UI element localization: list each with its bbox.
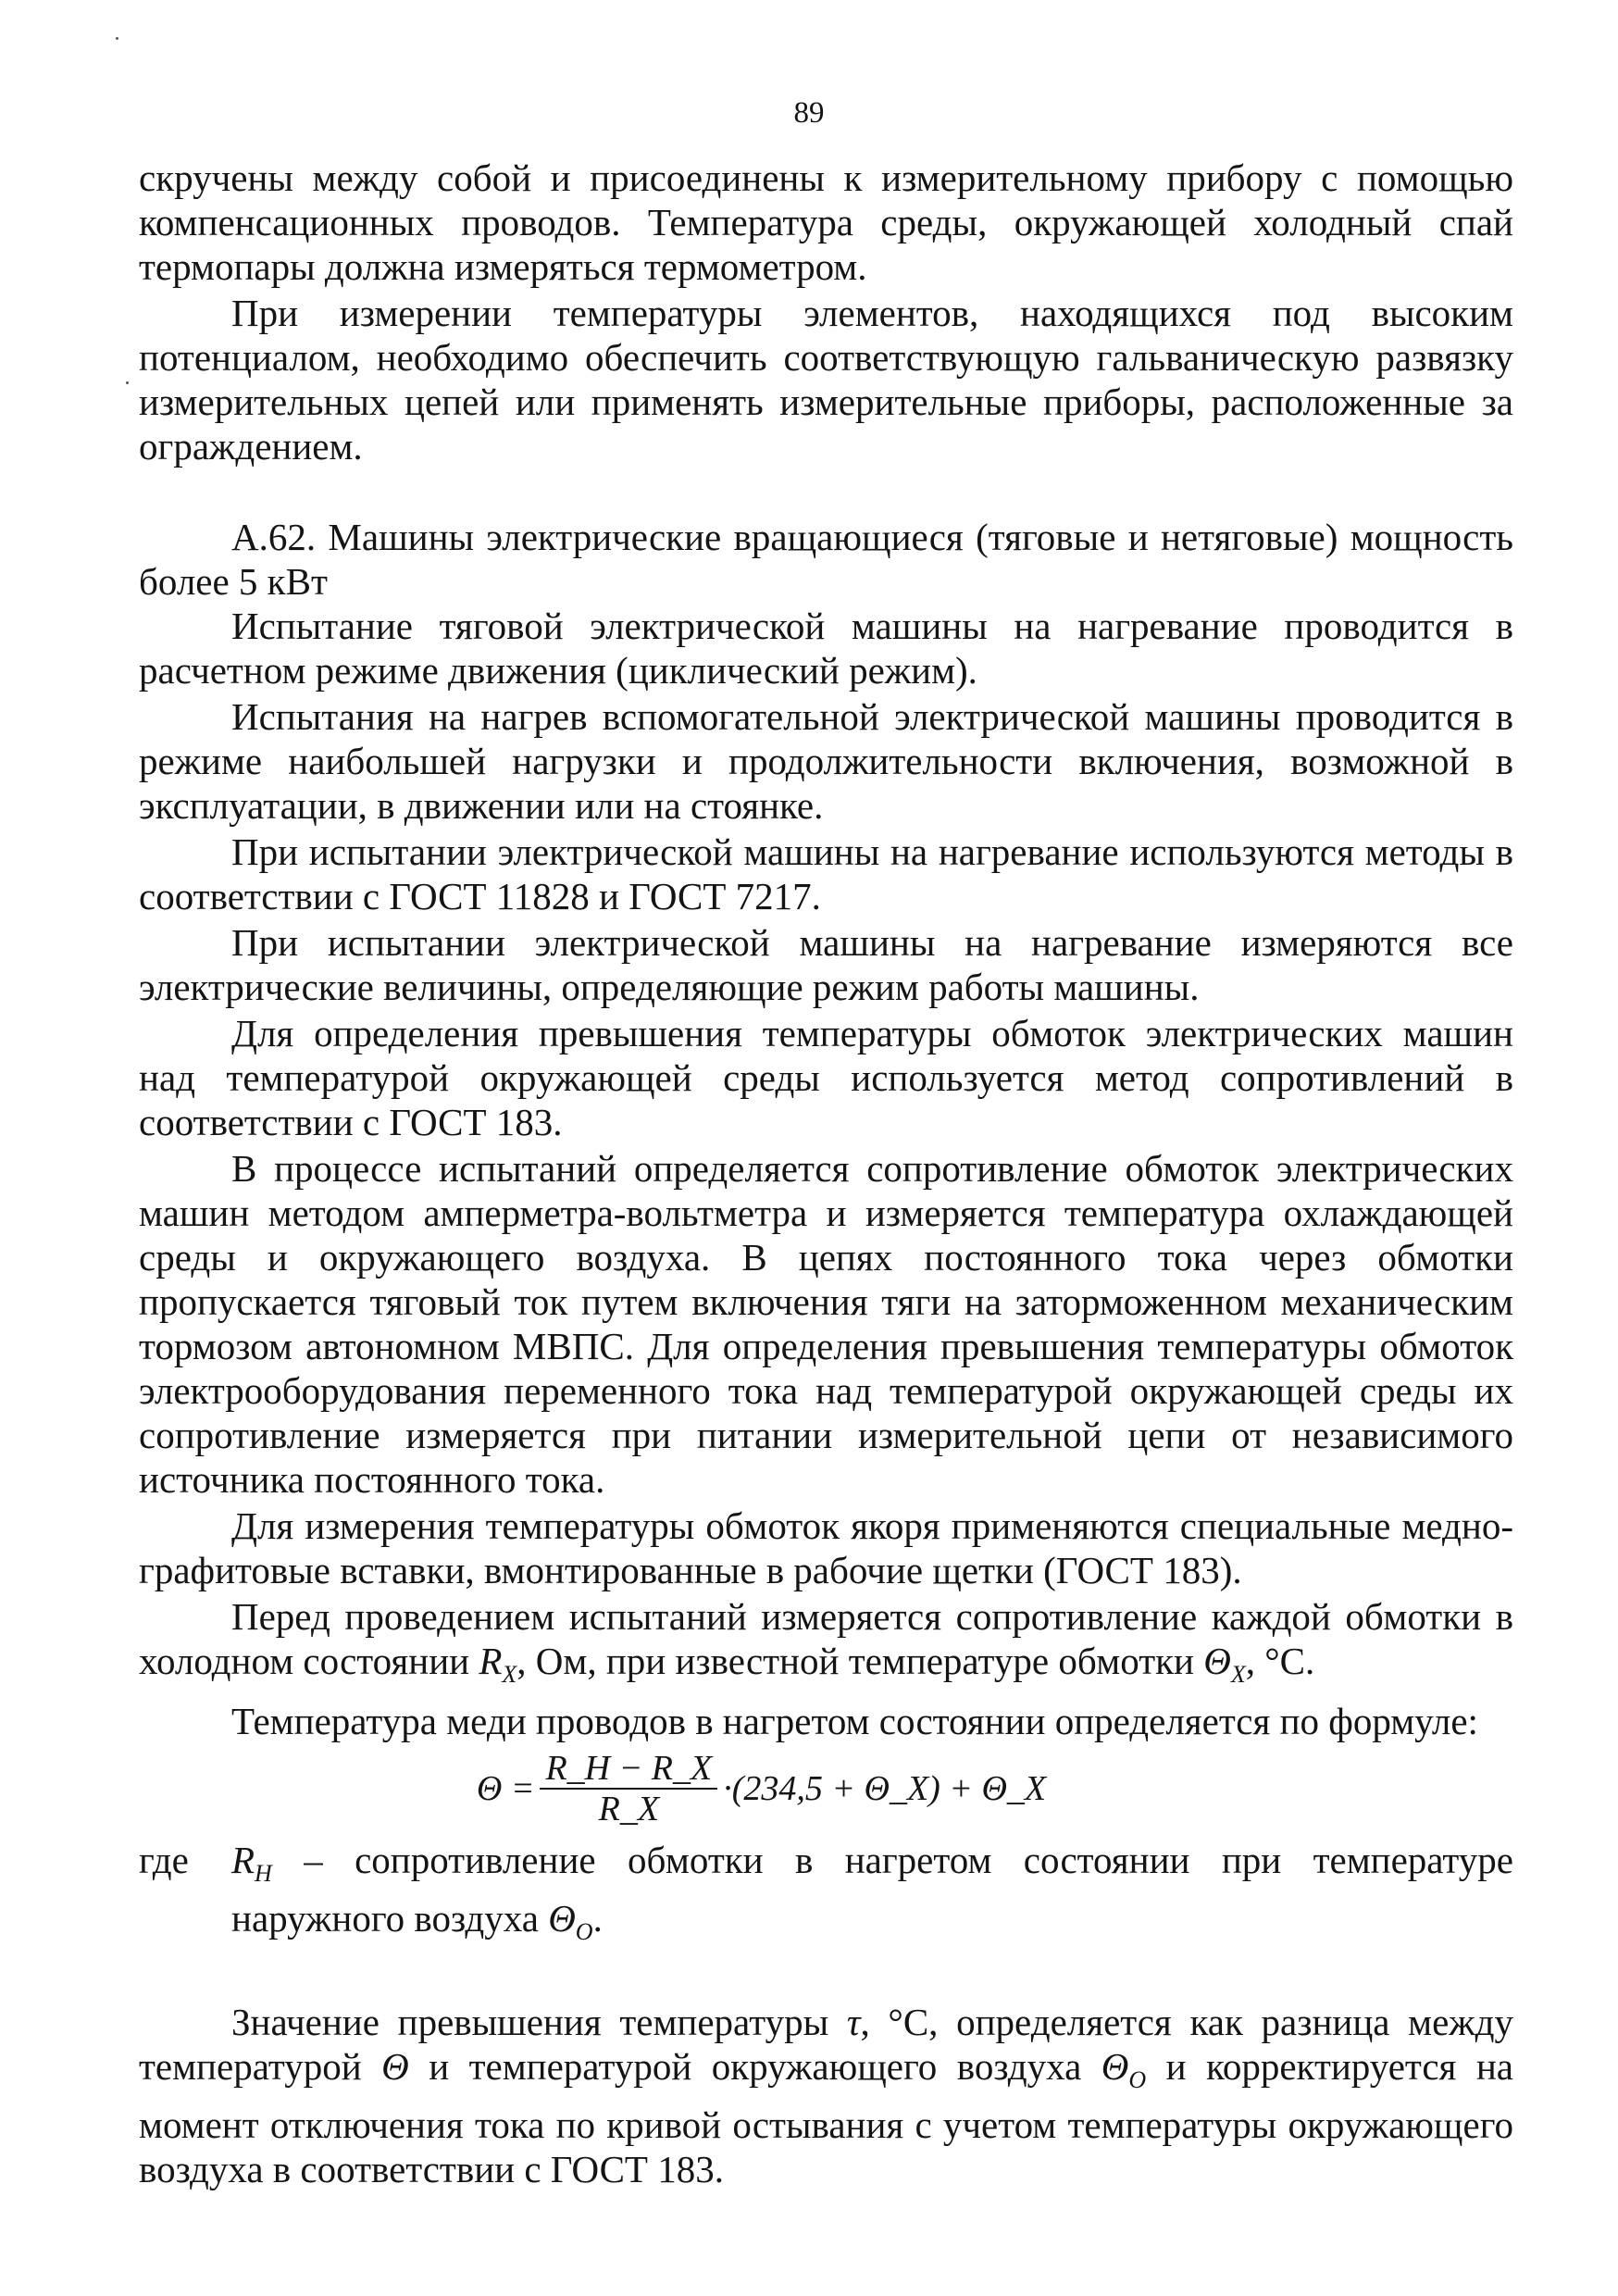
formula (139, 1747, 1513, 1830)
scan-speck (126, 381, 129, 384)
formula-tail: ·(234,5 + Θ_X) + Θ_X (723, 1769, 1047, 1809)
paragraph: Температура меди проводов в нагретом состоянии определяется по формуле: (231, 1700, 1478, 1743)
spacer (139, 470, 1513, 515)
theta-symbol: Θ (381, 2044, 409, 2088)
where-text: $R_H$ – сопротивление обмотки в нагретом состоянии при температуре наружного воздуха $\Theta_O$. (231, 1839, 1513, 1946)
paragraph-cold-state: Перед проведением испытаний измеряется сопротивление каждой обмотки в холодном состоянии $R_X$, Ом, при известной температуре обмотки $\Theta_X$, °С. (139, 1595, 1513, 1689)
paragraph: При испытании электрической машины на нагревание используются методы в соответствии с ГОСТ 11828 и ГОСТ 7217. (139, 830, 1513, 917)
paragraph-final: Значение превышения температуры τ, °С, определяется как разница между температурой Θ и температурой окружающего воздуха $\Theta_O$ и корректируется на момент отключения тока по кривой остывания с учетом температуры окружающего воздуха в соответствии с ГОСТ 183. (139, 2000, 1513, 2190)
paragraph: Для определения превышения температуры обмоток электрических машин над температурой окружающей среды используется метод сопротивлений в соответствии с ГОСТ 183. (139, 1012, 1513, 1143)
theta-x-symbol: Θ (1203, 1640, 1231, 1682)
rx-symbol: R (479, 1640, 503, 1682)
formula-denominator: R_X (598, 1790, 660, 1829)
formula-fraction (540, 1749, 717, 1828)
page-body (139, 156, 1513, 2193)
tau-symbol: τ (846, 2000, 861, 2043)
paragraph: Испытание тяговой электрической машины на нагревание проводится в расчетном режиме движения (циклический режим). (139, 605, 1513, 692)
theta-o-symbol: Θ (1101, 2044, 1129, 2088)
where-clause (139, 1838, 1513, 1954)
where-label: где (139, 1839, 189, 1882)
scan-speck (116, 37, 118, 40)
paragraph: Испытания на нагрев вспомогательной электрической машины проводится в режиме наибольшей нагрузки и продолжительности включения, возможной в эксплуатации, в движении или на стоянке. (139, 695, 1513, 827)
section-number: А.62. (231, 516, 317, 558)
formula-numerator: R_H − R_X (540, 1749, 717, 1790)
paragraph: В процессе испытаний определяется сопротивление обмоток электрических машин методом амперметра-вольтметра и измеряется температура охлаждающей среды и окружающего воздуха. В цепях постоянного тока через обмотки пропускается тяговый ток путем включения тяги на заторможенном механическим тормозом автономном МВПС. Для определения превышения температуры обмоток электрооборудования переменного тока над температурой окружающей среды их сопротивление измеряется при питании измерительной цепи от независимого источника постоянного тока. (139, 1147, 1513, 1501)
spacer (139, 1955, 1513, 2000)
paragraph: скручены между собой и присоединены к измерительному прибору с помощью компенсационных проводов. Температура среды, окружающей холодный спай термопары должна измеряться термометром. (139, 156, 1513, 288)
paragraph: Для измерения температуры обмоток якоря применяются специальные медно-графитовые вставки, вмонтированные в рабочие щетки (ГОСТ 183). (139, 1504, 1513, 1591)
section-heading (139, 515, 1513, 604)
paragraph: При испытании электрической машины на нагревание измеряются все электрические величины, определяющие режим работы машины. (139, 921, 1513, 1008)
page-number: 89 (793, 96, 825, 130)
formula-lhs: Θ = (476, 1769, 535, 1809)
section-title: Машины электрические вращающиеся (тяговые и нетяговые) мощность более 5 кВт (139, 516, 1513, 603)
paragraph: При измерении температуры элементов, находящихся под высоким потенциалом, необходимо обеспечить соответствующую гальваническую развязку измерительных цепей или применять измерительные приборы, расположенные за ограждением. (139, 292, 1513, 468)
